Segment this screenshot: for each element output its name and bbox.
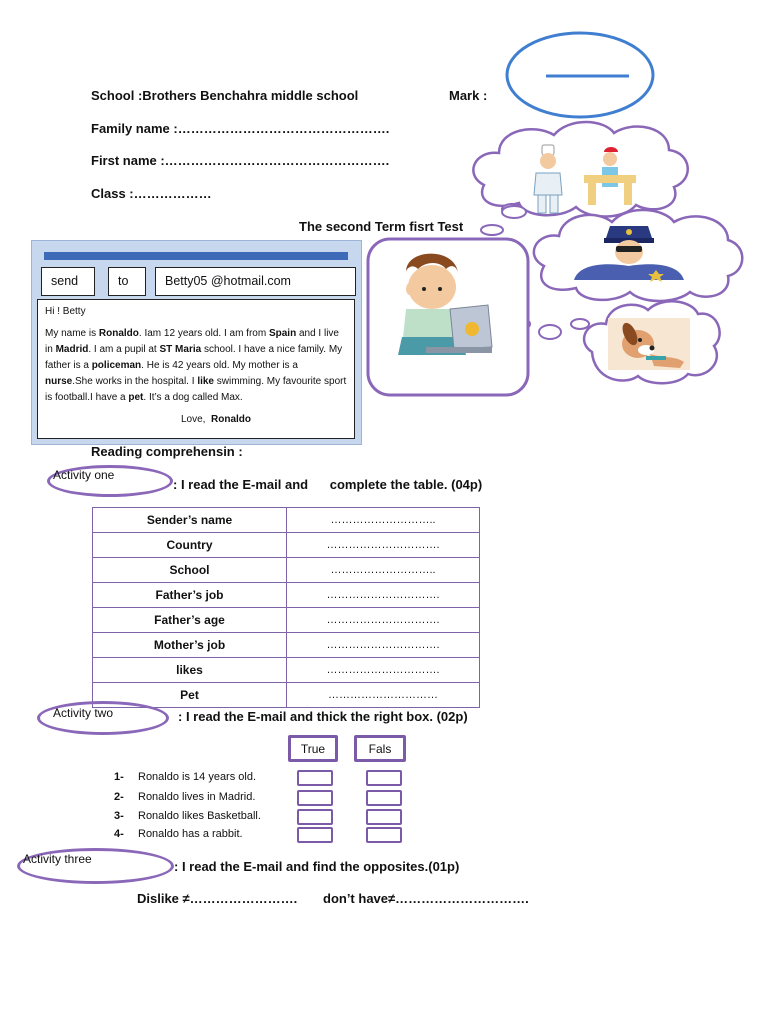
row-answer-field[interactable]: …………………………. (287, 533, 480, 558)
row-label: Country (93, 533, 287, 558)
statement-text: Ronaldo is 14 years old. (138, 771, 257, 783)
row-label: Father’s job (93, 583, 287, 608)
table-row (93, 558, 480, 583)
email-signature: Ronaldo (211, 414, 252, 425)
email-closing-word: Love, (180, 414, 206, 425)
email-text-segment: Ronaldo (98, 328, 139, 339)
email-text-segment: ST Maria (159, 344, 202, 355)
email-titlebar (44, 252, 348, 260)
true-checkbox[interactable] (297, 770, 333, 786)
class-field[interactable]: Class :……………… (91, 186, 212, 201)
email-text-segment: .She works in the hospital. I (72, 376, 198, 387)
false-checkbox[interactable] (366, 770, 402, 786)
statement-text: Ronaldo has a rabbit. (138, 828, 243, 840)
statement-number: 2- (114, 791, 124, 803)
boy-bubble (366, 237, 530, 397)
family-name-field[interactable]: Family name :…………………………………………. (91, 121, 390, 136)
email-text-segment: school. I have a nice family. My father is a (45, 344, 343, 371)
email-message (45, 326, 347, 406)
table-row (93, 608, 480, 633)
to-label: to (108, 267, 146, 296)
true-checkbox[interactable] (297, 827, 333, 843)
false-checkbox[interactable] (366, 827, 402, 843)
email-text-segment: . He is 42 years old. My mother is a (141, 360, 298, 371)
email-closing (45, 412, 347, 428)
email-text-segment: like (197, 376, 214, 387)
send-button[interactable]: send (41, 267, 95, 296)
statement-number: 1- (114, 771, 124, 783)
row-answer-field[interactable]: ……………………….. (287, 558, 480, 583)
school-line (91, 88, 358, 103)
table-row (93, 683, 480, 708)
row-answer-field[interactable]: …………………………. (287, 608, 480, 633)
first-name-field[interactable]: First name :……………………………………………. (91, 153, 390, 168)
email-text-segment: policeman (91, 360, 142, 371)
true-header: True (288, 735, 338, 762)
email-text-segment: and I live in (45, 328, 339, 355)
statement-number: 3- (114, 810, 124, 822)
statement-text: Ronaldo likes Basketball. (138, 810, 261, 822)
row-answer-field[interactable]: ……………………….. (287, 508, 480, 533)
row-answer-field[interactable]: …………………………. (287, 633, 480, 658)
policeman-bubble (524, 204, 748, 304)
test-title: The second Term fisrt Test (299, 219, 464, 234)
recipient-field[interactable]: Betty05 @hotmail.com (155, 267, 356, 296)
email-text-segment: pet (128, 392, 144, 403)
table-row (93, 508, 480, 533)
activity-three-instruction: : I read the E-mail and find the opposites.(01p) (174, 859, 460, 874)
email-text-segment: Madrid (55, 344, 89, 355)
activity-two-instruction: : I read the E-mail and thick the right box. (02p) (178, 709, 468, 724)
activity-one-instruction: : I read the E-mail and complete the table. (04p) (173, 477, 483, 492)
email-greeting: Hi ! Betty (45, 306, 86, 317)
info-table (92, 507, 480, 708)
email-text-segment: nurse (45, 376, 73, 387)
email-text-segment: . It’s a dog called Max. (143, 392, 243, 403)
true-checkbox[interactable] (297, 809, 333, 825)
email-window (31, 240, 362, 445)
school-value: Brothers Benchahra middle school (142, 88, 359, 103)
email-text-segment: My name is (45, 328, 99, 339)
row-label: Sender’s name (93, 508, 287, 533)
table-row (93, 583, 480, 608)
true-checkbox[interactable] (297, 790, 333, 806)
row-answer-field[interactable]: …………………………. (287, 658, 480, 683)
table-row (93, 633, 480, 658)
email-text-segment: . I am a pupil at (88, 344, 160, 355)
email-text-segment: . Iam 12 years old. I am from (138, 328, 269, 339)
table-row (93, 658, 480, 683)
mark-label: Mark : (449, 88, 488, 103)
false-header: Fals (354, 735, 406, 762)
statement-number: 4- (114, 828, 124, 840)
table-row (93, 533, 480, 558)
false-checkbox[interactable] (366, 790, 402, 806)
row-answer-field[interactable]: ………………………… (287, 683, 480, 708)
activity-three-label: Activity three (23, 852, 92, 866)
row-answer-field[interactable]: …………………………. (287, 583, 480, 608)
email-text-segment: Spain (268, 328, 297, 339)
activity-two-label: Activity two (53, 706, 114, 720)
dog-bubble (576, 296, 726, 388)
school-label: School : (91, 88, 143, 103)
opposite-dont-have[interactable]: don’t have≠…………………………. (323, 891, 529, 906)
opposite-dislike[interactable]: Dislike ≠……………………. (137, 891, 298, 906)
mark-oval (504, 30, 656, 122)
statement-text: Ronaldo lives in Madrid. (138, 791, 256, 803)
row-label: Father’s age (93, 608, 287, 633)
email-body (37, 299, 355, 439)
dog-illustration (608, 318, 690, 370)
row-label: Pet (93, 683, 287, 708)
row-label: Mother’s job (93, 633, 287, 658)
reading-title: Reading comprehensin : (91, 444, 243, 459)
email-text-segment: swimming. My favourite sport is football.I have a (45, 376, 347, 403)
row-label: School (93, 558, 287, 583)
row-label: likes (93, 658, 287, 683)
false-checkbox[interactable] (366, 809, 402, 825)
activity-one-label: Activity one (53, 468, 115, 482)
